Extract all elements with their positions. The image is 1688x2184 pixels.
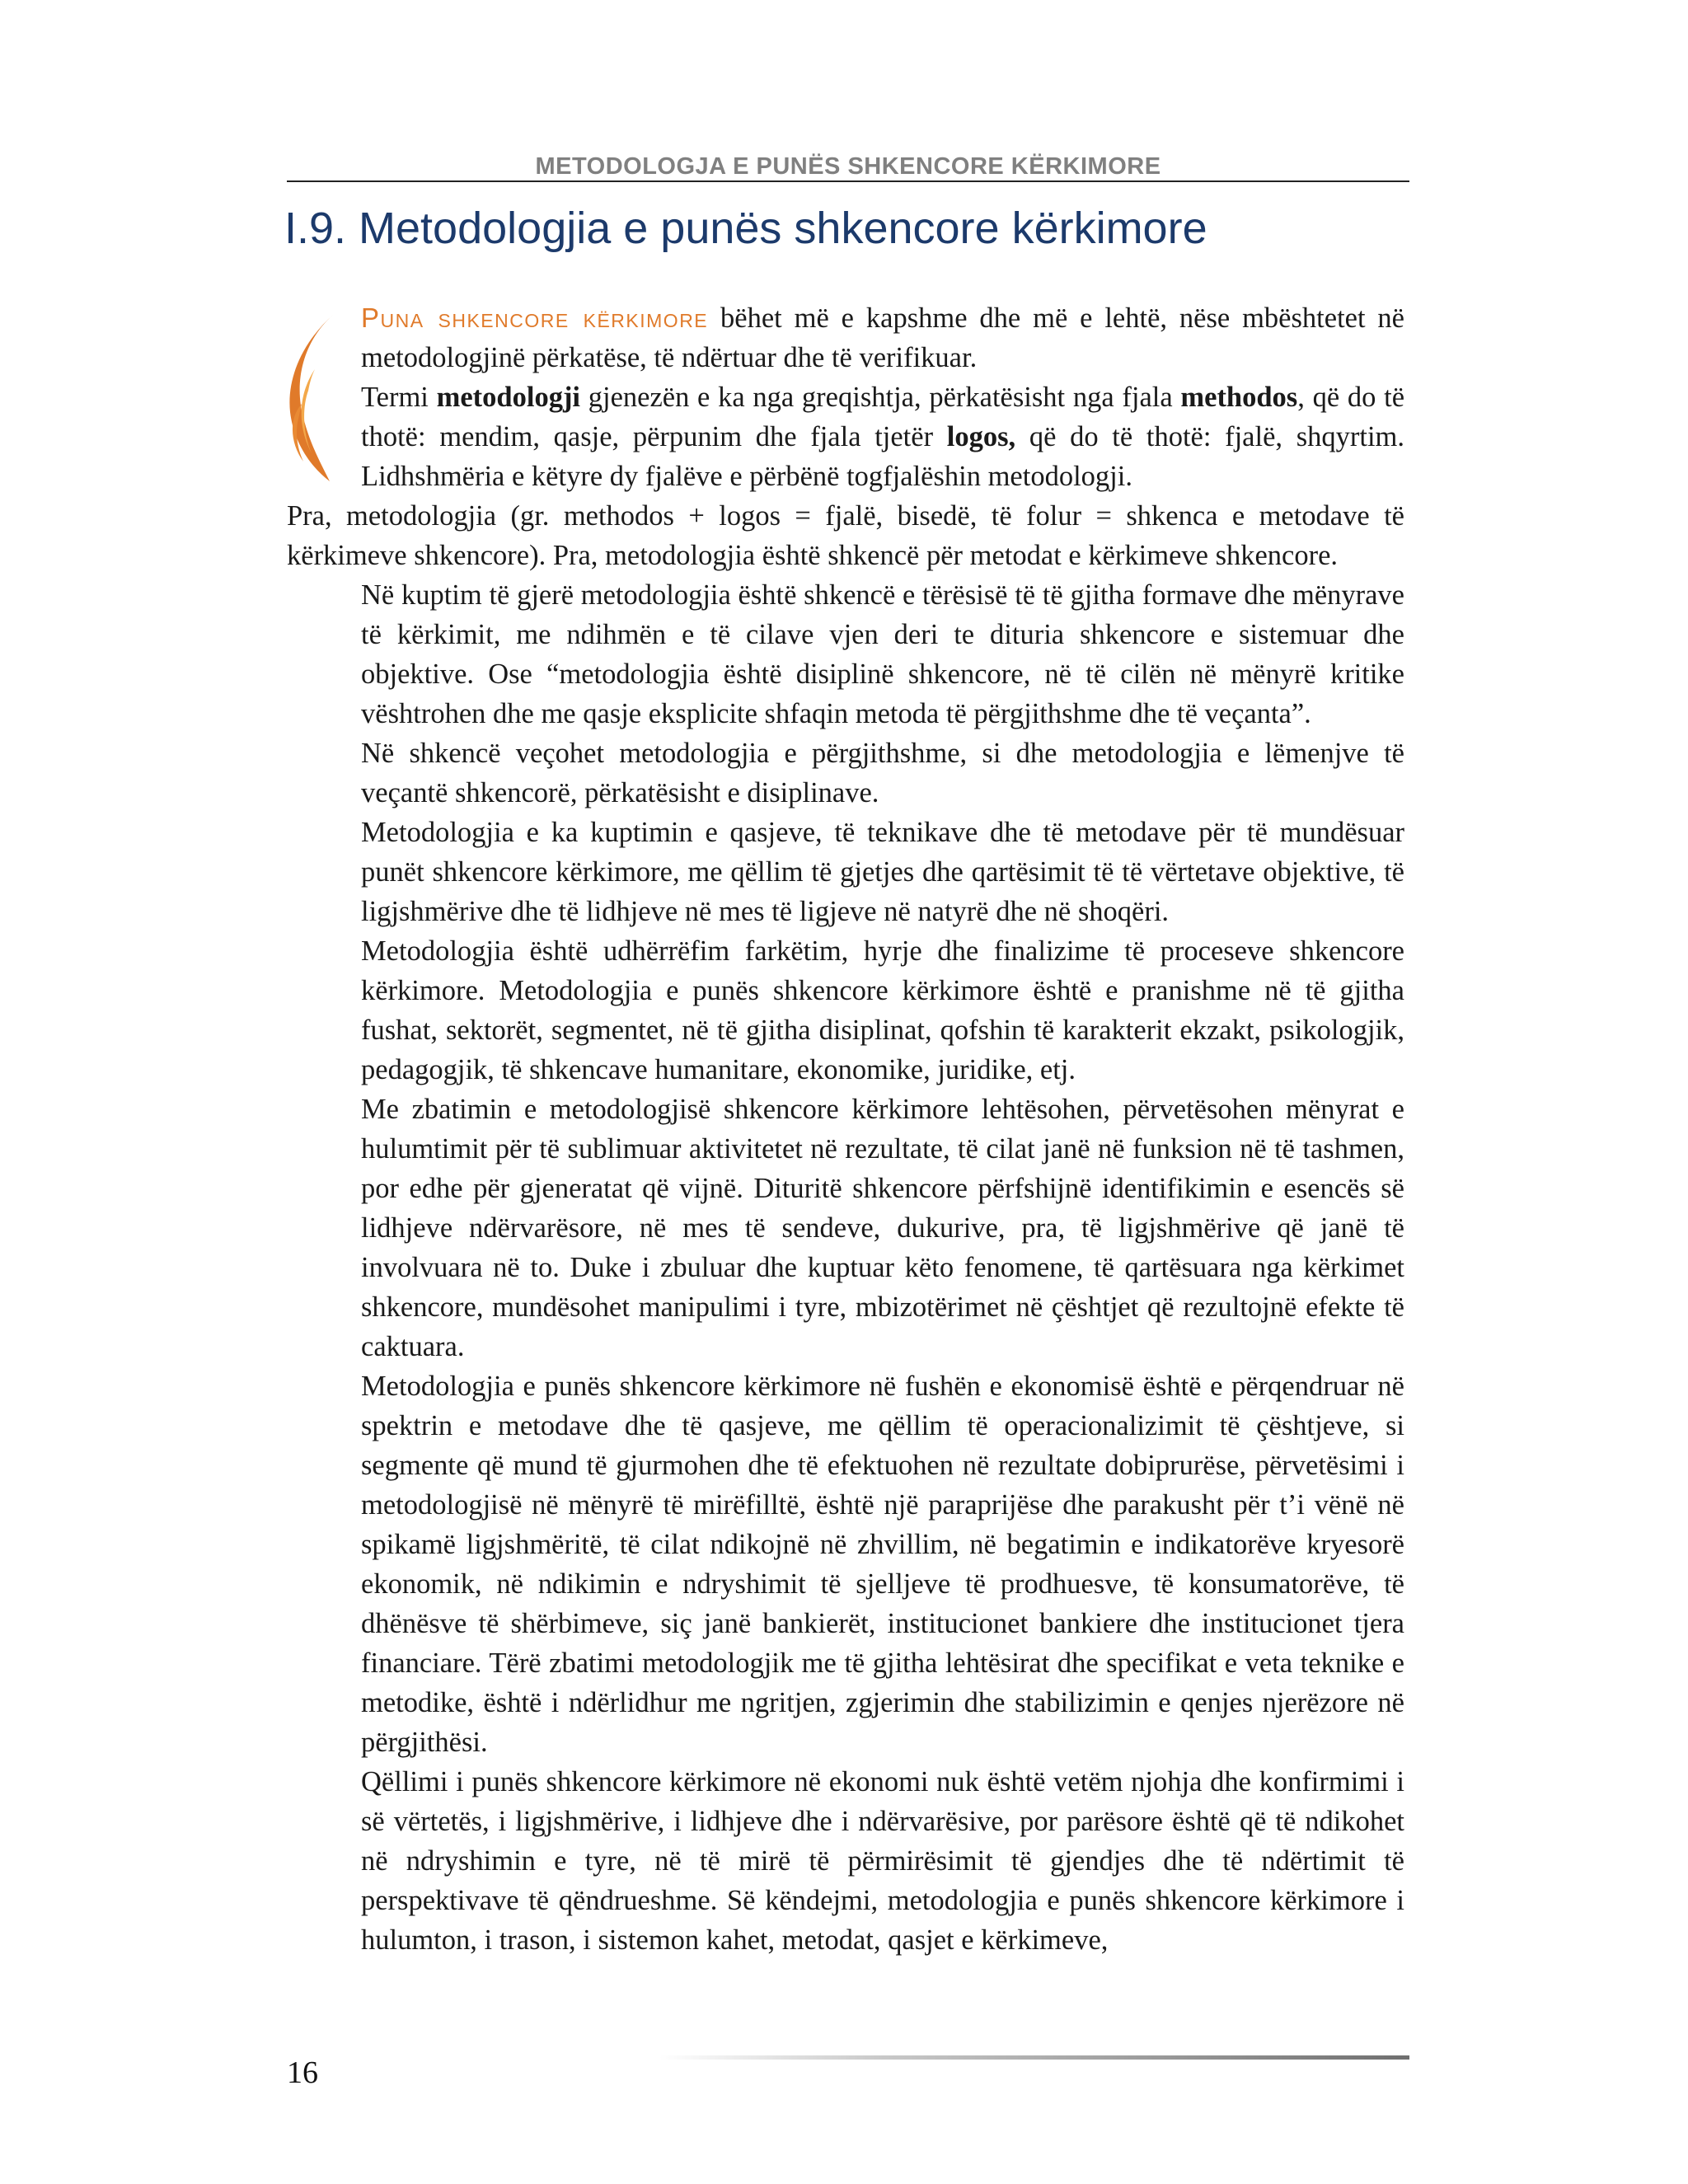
paragraph: Pra, metodologjia (gr. methodos + logos = fjalë, bisedë, të folur = shkenca e metodave të kërkimeve shkencore). Pra, metodologjia është shkencë për metodat e kërkimeve shkencore. (287, 500, 1404, 571)
paragraph: Në kuptim të gjerë metodologjia është shkencë e tërësisë të të gjitha formave dhe mënyrave të kërkimit, me ndihmën e të cilave vjen deri te dituria shkencore e sistemuar dhe objektive. Ose “metodologjia është disiplinë shkencore, në të cilën në mënyrë kritike vështrohen dhe me qasje eksplicite shfaqin metoda të përgjithshme dhe të veçanta”. (361, 579, 1404, 729)
intro-paragraph (287, 298, 1404, 377)
body-text (287, 298, 1404, 1960)
term-text: gjenezën e ka nga greqishtja, përkatësisht nga fjala (580, 382, 1181, 413)
lead-in-text: Puna shkencore kërkimore (361, 302, 709, 333)
term-text: që do të thotë: fjalë, shqyrtim. Lidhshmëria e këtyre dy fjalëve e përbënë togfjalëshin metodologji. (361, 421, 1405, 492)
term-paragraph (287, 377, 1404, 496)
paragraph: Metodologjia e ka kuptimin e qasjeve, të teknikave dhe të metodave për të mundësuar punët shkencore kërkimore, me qëllim të gjetjes dhe qartësimit të të vërtetave objektive, të ligjshmërive dhe të lidhjeve në mes të ligjeve në natyrë dhe në shoqëri. (361, 817, 1404, 927)
paragraph: Qëllimi i punës shkencore kërkimore në ekonomi nuk është vetëm njohja dhe konfirmimi i së vërtetës, i ligjshmërive, i lidhjeve dhe i ndërvarësive, por parësore është që të ndikohet në ndryshimin e tyre, në të mirë të përmirësimit të gjendjes dhe të ndërtimit të perspektivave të qëndrueshme. Së këndejmi, metodologjia e punës shkencore kërkimore i hulumton, i trason, i sistemon kahet, metodat, qasjet e kërkimeve, (361, 1766, 1404, 1956)
page-number: 16 (287, 2055, 318, 2090)
term-text: Termi (361, 382, 437, 413)
term-keyword: logos, (946, 421, 1016, 452)
paragraph: Me zbatimin e metodologjisë shkencore kërkimore lehtësohen, përvetësohen mënyrat e hulumtimit për të sublimuar aktivitetet në rezultate, të cilat janë në funksion në të tashmen, por edhe për gjeneratat që vijnë. Dituritë shkencore përfshijnë identifikimin e esencës së lidhjeve ndërvarësore, në mes të sendeve, dukurive, pra, të ligjshmërive që janë të involvuara në to. Duke i zbuluar dhe kuptuar këto fenomene, të qartësuara nga kërkimet shkencore, mundësohet manipulimi i tyre, mbizotërimet në çështjet që rezultojnë efekte të caktuara. (361, 1094, 1404, 1362)
paragraph: Në shkencë veçohet metodologjia e përgjithshme, si dhe metodologjia e lëmenjve të veçantë shkencorë, përkatësisht e disiplinave. (361, 738, 1404, 808)
paragraph: Metodologjia e punës shkencore kërkimore në fushën e ekonomisë është e përqendruar në spektrin e metodave dhe të qasjeve, me qëllim të operacionalizimit të çështjeve, si segmente që mund të gjurmohen dhe të efektuohen në rezultate dobiprurëse, përvetësimi i metodologjisë në mënyrë të mirëfilltë, është një paraprijëse dhe parakusht për t’i vënë në spikamë ligjshmëritë, të cilat ndikojnë në zhvillim, në begatimin e indikatorëve kryesorë ekonomik, në ndikimin e ndryshimit të sjelljeve të prodhuesve, të konsumatorëve, të dhënësve të shërbimeve, siç janë bankierët, institucionet bankiere dhe institucionet tjera financiare. Tërë zbatimi metodologjik me të gjitha lehtësirat dhe specifikat e veta teknike e metodike, është i ndërlidhur me ngritjen, zgjerimin dhe stabilizimin e qenjes njerëzore në përgjithësi. (361, 1371, 1404, 1758)
term-keyword: methodos (1180, 382, 1298, 413)
footer-divider (659, 2055, 1409, 2060)
paragraph: Metodologjia është udhërrëfim farkëtim, hyrje dhe finalizime të proceseve shkencore kërkimore. Metodologjia e punës shkencore kërkimore është e pranishme në të gjitha fushat, sektorët, segmentet, në të gjitha disiplinat, qofshin të karakterit ekzakt, psikologjik, pedagogjik, të shkencave humanitare, ekonomike, juridike, etj. (361, 935, 1404, 1085)
term-text: , që do të thotë: mendim, qasje, përpunim dhe fjala tjetër (361, 382, 1405, 452)
section-title: I.9. Metodologjia e punës shkencore kërkimore (284, 204, 1207, 253)
running-header: METODOLOGJA E PUNËS SHKENCORE KËRKIMORE (535, 153, 1161, 180)
intro-text: bëhet më e kapshme dhe më e lehtë, nëse mbështetet në metodologjinë përkatëse, të ndërtuar dhe të verifikuar. (361, 302, 1404, 373)
header-divider (287, 180, 1409, 182)
term-keyword: metodologji (436, 382, 581, 413)
